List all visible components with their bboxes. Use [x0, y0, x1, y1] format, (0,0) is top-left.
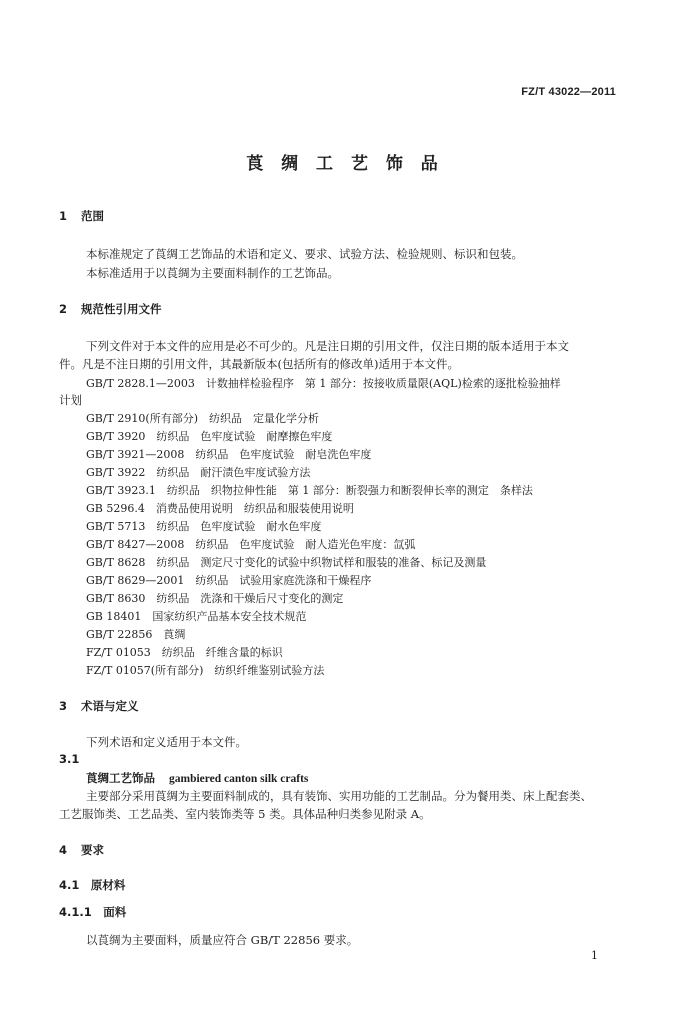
term-chinese: 莨绸工艺饰品 [86, 771, 155, 785]
reference-item: GB 18401 国家纺织产品基本安全技术规范 [86, 610, 307, 623]
term-english: gambiered canton silk crafts [169, 773, 309, 785]
reference-item: GB/T 8630 纺织品 洗涤和干燥后尺寸变化的测定 [86, 592, 344, 605]
term-entry [86, 770, 308, 786]
reference-item: GB/T 3922 纺织品 耐汗渍色牢度试验方法 [86, 466, 311, 479]
document-title: 莨 绸 工 艺 饰 品 [246, 154, 444, 174]
section-title: 范围 [81, 209, 105, 223]
paragraph: 以莨绸为主要面料，质量应符合 GB/T 22856 要求。 [86, 933, 359, 947]
paragraph: 下列文件对于本文件的应用是必不可少的。凡是注日期的引用文件，仅注日期的版本适用于本文 [86, 339, 569, 353]
reference-item: GB/T 2910(所有部分) 纺织品 定量化学分析 [86, 412, 319, 425]
paragraph: 本标准规定了莨绸工艺饰品的术语和定义、要求、试验方法、检验规则、标识和包装。 [86, 247, 523, 261]
section-title: 规范性引用文件 [81, 302, 162, 316]
definition: 主要部分采用莨绸为主要面料制成的，具有装饰、实用功能的工艺制品。分为餐用类、床上配套类、 [86, 789, 592, 803]
reference-item: GB/T 8427—2008 纺织品 色牢度试验 耐人造光色牢度：氙弧 [86, 538, 416, 551]
reference-item: GB/T 8628 纺织品 测定尺寸变化的试验中织物试样和服装的准备、标记及测量 [86, 556, 487, 569]
paragraph: 本标准适用于以莨绸为主要面料制作的工艺饰品。 [86, 266, 339, 280]
subsection-number: 3.1 [59, 752, 80, 766]
reference-item: GB/T 22856 莨绸 [86, 628, 186, 641]
reference-item: GB 5296.4 消费品使用说明 纺织品和服装使用说明 [86, 502, 354, 515]
page-number: 1 [591, 949, 598, 962]
reference-item: FZ/T 01057(所有部分) 纺织纤维鉴别试验方法 [86, 664, 325, 677]
reference-item: GB/T 8629—2001 纺织品 试验用家庭洗涤和干燥程序 [86, 574, 372, 587]
section-number: 2 [59, 302, 68, 316]
reference-item: FZ/T 01053 纺织品 纤维含量的标识 [86, 646, 283, 659]
section-number: 3 [59, 699, 68, 713]
section-3-heading [59, 698, 139, 714]
section-1-heading [59, 208, 104, 224]
reference-item: GB/T 3923.1 纺织品 织物拉伸性能 第 1 部分：断裂强力和断裂伸长率的测定 条样法 [86, 484, 533, 497]
reference-item: GB/T 2828.1—2003 计数抽样检验程序 第 1 部分：按接收质量限(AQL)检索的逐批检验抽样 [86, 377, 561, 390]
section-number: 4 [59, 843, 68, 857]
paragraph: 件。凡是不注日期的引用文件，其最新版本(包括所有的修改单)适用于本文件。 [59, 357, 459, 371]
section-number: 1 [59, 209, 68, 223]
subsection-4-1-1-heading: 4.1.1 面料 [59, 905, 127, 919]
standard-code: FZ/T 43022—2011 [521, 86, 616, 98]
section-title: 要求 [81, 843, 105, 857]
reference-item-continuation: 计划 [59, 393, 82, 407]
reference-item: GB/T 3920 纺织品 色牢度试验 耐摩擦色牢度 [86, 430, 333, 443]
section-4-heading [59, 842, 104, 858]
section-title: 术语与定义 [81, 699, 139, 713]
reference-item: GB/T 5713 纺织品 色牢度试验 耐水色牢度 [86, 520, 322, 533]
definition-continuation: 工艺服饰类、工艺品类、室内装饰类等 5 类。具体品种归类参见附录 A。 [59, 807, 431, 821]
paragraph: 下列术语和定义适用于本文件。 [86, 735, 247, 749]
reference-item: GB/T 3921—2008 纺织品 色牢度试验 耐皂洗色牢度 [86, 448, 372, 461]
section-2-heading [59, 301, 162, 317]
subsection-4-1-heading: 4.1 原材料 [59, 878, 126, 892]
